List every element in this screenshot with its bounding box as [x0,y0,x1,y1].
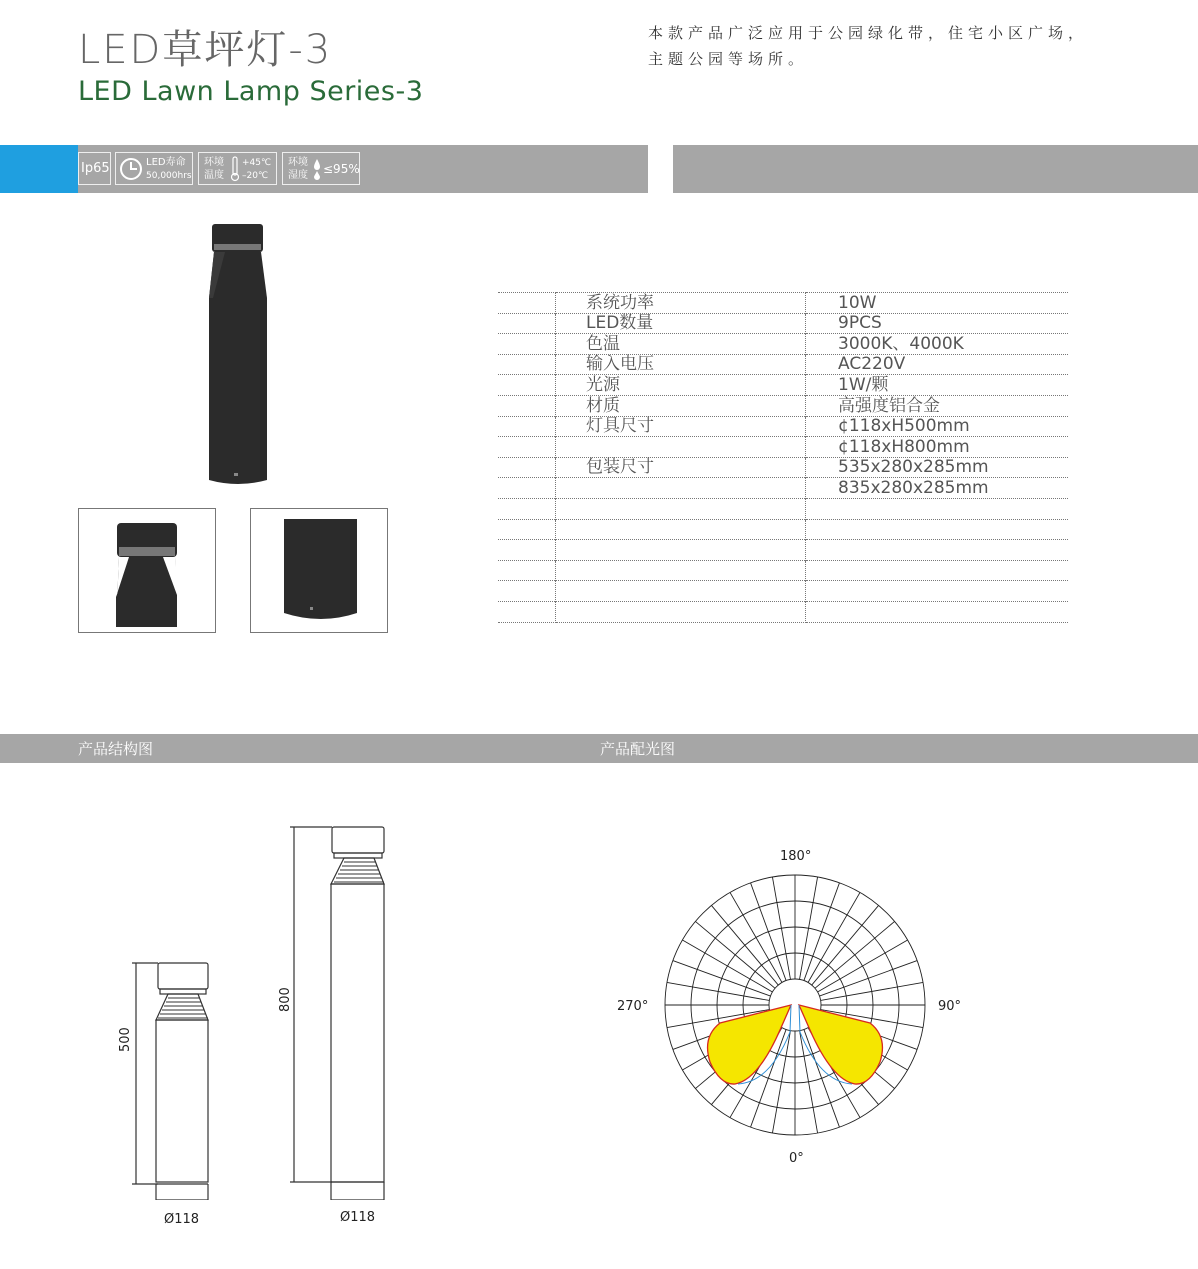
spec-label: 系统功率 [556,293,806,314]
spec-index-cell [498,416,556,437]
spec-value: 535x280x285mm [806,457,1069,478]
lamp-base-detail [251,509,387,632]
life-label: LED寿命 [146,157,186,168]
spec-label: 输入电压 [556,354,806,375]
spec-index-cell [498,395,556,416]
spec-value: 3000K、4000K [806,334,1069,355]
spec-label [556,478,806,499]
spec-label [556,560,806,581]
thumbnail-base [250,508,388,633]
spec-value: 835x280x285mm [806,478,1069,499]
spec-value [806,519,1069,540]
thumbnail-head [78,508,216,633]
spec-row [498,375,1068,396]
spec-index-cell [498,354,556,375]
temp-high: +45℃ [242,158,272,168]
temp-label: 温度 [204,170,224,181]
polar-label-180: 180° [780,849,812,864]
section-bar [0,734,1198,763]
spec-row [498,457,1068,478]
temp-env-label: 环境 [204,157,224,168]
spec-label [556,540,806,561]
thermometer-icon [230,156,240,182]
spec-index-cell [498,293,556,314]
ip-rating: Ip65 [81,161,110,176]
spec-row [498,519,1068,540]
polar-label-0: 0° [789,1151,804,1166]
spec-row [498,416,1068,437]
spec-index-cell [498,560,556,581]
spec-index-cell [498,601,556,622]
spec-index-cell [498,478,556,499]
polar-label-90: 90° [938,999,962,1014]
spec-value: 1W/颗 [806,375,1069,396]
spec-index-cell [498,457,556,478]
humidity-badge [282,152,360,185]
spec-row [498,293,1068,314]
header-bar-right [673,145,1198,193]
spec-row [498,560,1068,581]
temp-low: –20℃ [242,171,269,181]
structure-section-title: 产品结构图 [78,740,154,758]
product-image [205,218,271,490]
spec-index-cell [498,581,556,602]
spec-index-cell [498,313,556,334]
spec-label [556,519,806,540]
spec-label [556,581,806,602]
water-drop-icon [313,158,321,180]
spec-label: 材质 [556,395,806,416]
spec-row [498,395,1068,416]
spec-value: 10W [806,293,1069,314]
diameter-dimension-small: Ø118 [164,1212,200,1227]
spec-row [498,498,1068,519]
spec-label: 光源 [556,375,806,396]
diameter-dimension-large: Ø118 [340,1210,376,1225]
spec-label: 包装尺寸 [556,457,806,478]
polar-label-270: 270° [617,999,649,1014]
spec-value: AC220V [806,354,1069,375]
spec-value [806,560,1069,581]
spec-label [556,498,806,519]
spec-index-cell [498,498,556,519]
spec-index-cell [498,519,556,540]
spec-label: 色温 [556,334,806,355]
spec-label [556,601,806,622]
spec-row [498,478,1068,499]
spec-row [498,334,1068,355]
spec-value: 9PCS [806,313,1069,334]
hum-label: 湿度 [288,170,308,181]
hum-value: ≤95% [323,162,360,176]
spec-row [498,313,1068,334]
spec-value [806,498,1069,519]
spec-index-cell [498,334,556,355]
spec-index-cell [498,437,556,458]
spec-index-cell [498,540,556,561]
spec-row [498,540,1068,561]
spec-row [498,437,1068,458]
spec-value: ¢118xH500mm [806,416,1069,437]
spec-label [556,437,806,458]
spec-value: 高强度铝合金 [806,395,1069,416]
structure-drawing [120,820,400,1200]
life-value: 50,000hrs [146,171,192,181]
spec-table [498,292,1068,623]
spec-value: ¢118xH800mm [806,437,1069,458]
spec-row [498,354,1068,375]
spec-label: 灯具尺寸 [556,416,806,437]
life-badge [115,152,193,185]
hum-env-label: 环境 [288,157,308,168]
page-subtitle: LED Lawn Lamp Series-3 [78,76,424,107]
spec-row [498,581,1068,602]
product-description: 本款产品广泛应用于公园绿化带，住宅小区广场，主题公园等场所。 [648,24,1089,68]
height-dimension-800: 800 [278,987,293,1012]
accent-tab [0,145,78,193]
temperature-badge [198,152,277,185]
spec-value [806,540,1069,561]
spec-value [806,581,1069,602]
ip-badge [78,152,111,185]
page-title: LED草坪灯-3 [78,27,333,73]
polar-diagram [640,850,950,1160]
clock-icon [119,157,143,181]
spec-label: LED数量 [556,313,806,334]
lamp-head-detail [79,509,215,632]
spec-row [498,601,1068,622]
light-distribution-title: 产品配光图 [600,740,676,758]
spec-index-cell [498,375,556,396]
spec-value [806,601,1069,622]
height-dimension-500: 500 [118,1027,133,1052]
